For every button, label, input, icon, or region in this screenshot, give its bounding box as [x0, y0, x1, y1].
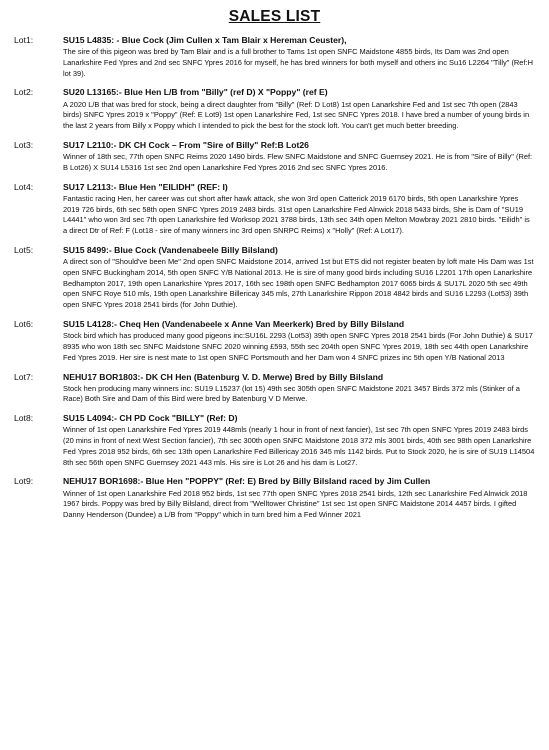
lot-heading: SU15 L4835: - Blue Cock (Jim Cullen x Tam Blair x Hereman Ceuster), [63, 35, 347, 45]
lot-3 [14, 140, 535, 174]
lot-body [63, 413, 535, 468]
lot-4 [14, 182, 535, 237]
lot-heading: NEHU17 BOR1803:- DK CH Hen (Batenburg V. D. Merwe) Bred by Billy Bilsland [63, 371, 384, 382]
lot-description: Fantastic racing Hen, her career was cut short after hawk attack, she won 3rd open Catterick 2019 6170 birds, 5th open Lanarkshire Ypres 2019 726 birds, 6th sec 58th open SNFC Ypres 2019 2483 birds. 31st open Lanarkshire Fed Alnwick 2018 5433 birds, She is Dam of "SU19 L4441" who won 3rd sec 7th open Lanarkshire fed Worksop 2021 3788 birds, 13th sec 34th open Melton Mowbray 2021 2810 birds. "Eilidh" is a direct Dtr of Ref: F (Lot18 - sire of many winners inc 3rd open SNRPC Reims) x "Holly" (Ref: A Lot17). [63, 193, 530, 236]
lot-heading: SU20 L13165:- Blue Hen L/B from "Billy" (ref D) X "Poppy" (ref E) [63, 87, 328, 98]
lot-1 [14, 35, 535, 79]
lot-7 [14, 372, 535, 406]
lot-body [63, 245, 535, 311]
lot-label: Lot6: [14, 319, 34, 330]
lot-label: Lot8: [14, 413, 34, 424]
lot-heading: SU17 L2113:- Blue Hen "EILIDH" (REF: I) [63, 181, 228, 192]
lot-label: Lot5: [14, 244, 34, 255]
lot-description: Winner of 1st open Lanarkshire Fed 2018 952 birds, 1st sec 77th open SNFC Ypres 2018 2541 birds, 12th sec Lanarkshire Fed Alnwick 2018 1967 birds. Poppy was bred by Billy Bilsland, direct from "Welltower Christine" 1st sec 1st open SNFC Maidstone 2014 4457 birds. I gifted Danny Henderson (Dundee) a L/B from "Poppy" which in turn bred him a Fed Winner 2021 [63, 488, 528, 520]
lot-5 [14, 245, 535, 311]
lot-label: Lot1: [14, 35, 34, 45]
lot-2 [14, 87, 535, 131]
lot-9 [14, 476, 535, 520]
lot-heading: NEHU17 BOR1698:- Blue Hen "POPPY" (Ref: E) Bred by Billy Bilsland raced by Jim Cullen [63, 476, 431, 487]
lot-label: Lot2: [14, 87, 34, 98]
lot-description: A direct son of "Should've been Me" 2nd open SNFC Maidstone 2014, arrived 1st but ETS did not register beaten by loft mate His Dam was 1st open SNFC Buckingham 2014, 5th open SNFC Y/B National 2013. He is sire of many good birds including SU16 L2201 17th open Lanarkshire Bedhampton 2017, 19th open Lanarkshire Ypres 2017, 16th sec 198th open SNFC Bedhampton 2017 6065 birds & SU17L 2020 5th sec 49th open SNFC Roye 510 mls, 19th open Lanarkshire Billericay 345 mls, 27th Lanarkshire Rippon 2018 4842 birds and SU16 L2293 (Lot53) 39th open SNFC Ypres 2018 2541 birds (for John Duthie). [63, 257, 534, 310]
lot-body [63, 476, 535, 520]
lot-heading: SU15 8499:- Blue Cock (Vandenabeele Billy Bilsland) [63, 244, 278, 255]
lot-description: Winner of 18th sec, 77th open SNFC Reims 2020 1490 birds. Flew SNFC Maidstone and SNFC Guernsey 2021. He is from "Sire of Billy" (Ref: B Lot26) X SU14 L5316 1st sec 2nd open Lanarkshire Fed Ypres 2016 2nd sec SNFC Ypres 2016. [63, 152, 533, 172]
lot-body [63, 140, 535, 174]
lot-description: The sire of this pigeon was bred by Tam Blair and is a full brother to Tams 1st open SNFC Maidstone 4855 birds, Its Dam was 2nd open Lanarkshire Fed Ypres and 2nd sec SNFC Ypres 2016 for myself, he has bred winners for both myself and others inc Su16 L2264 "Tilly" (Ref:H lot 39). [63, 47, 533, 78]
lot-label: Lot7: [14, 371, 34, 382]
lot-6 [14, 319, 535, 363]
lot-body [63, 319, 535, 363]
lot-label: Lot9: [14, 476, 34, 487]
lot-heading: SU15 L4128:- Cheq Hen (Vandenabeele x Anne Van Meerkerk) Bred by Billy Bilsland [63, 319, 405, 330]
lot-body [63, 35, 535, 79]
lot-body [63, 372, 535, 406]
lot-8 [14, 413, 535, 468]
lot-description: A 2020 L/B that was bred for stock, being a direct daughter from "Billy" (Ref: D Lot8) 1st open Lanarkshire Fed and 1st sec 7th open (2843 birds) SNFC Ypres 2019 x "Poppy" (Ref: E Lot9) 1st open Lanarkshire Fed, 1st sec SNFC Ypres 2018. I have bred a number of young birds in the last 2 years from Billy x Poppy which I intended to pick the best for the stock loft. You can't get much better breeding. [63, 99, 530, 131]
lot-label: Lot4: [14, 181, 34, 192]
lot-description: Winner of 1st open Lanarkshire Fed Ypres 2019 448mls (nearly 1 hour in front of next fancier), 1st sec 7th open SNFC Ypres 2019 2483 birds (20 mins in front of next West Section fancier), 7th sec 300th open SNFC Maidstone 2018 372 mls 3001 birds, 40th sec 98th open Lanarkshire Fed Ypres 2018 952 birds, 6th sec 13th open Lanarkshire Fed Billericay 2016 345 mls 1142 birds. Put to Stock 2020, he is sire of SU19 L14504 8th sec 56th open SNFC Guernsey 2021 443 mls. His sire is Lot 26 and his dam is Lot27. [63, 425, 535, 467]
lot-label: Lot3: [14, 139, 34, 150]
lot-body [63, 87, 535, 131]
lot-heading: SU15 L4094:- CH PD Cock "BILLY" (Ref: D) [63, 413, 238, 424]
lot-heading: SU17 L2110:- DK CH Cock – From "Sire of Billy" Ref:B Lot26 [63, 139, 309, 150]
lot-description: Stock hen producing many winners inc: SU19 L15237 (lot 15) 49th sec 305th open SNFC Maidstone 2021 3457 Birds 372 mls (Stinker of a Race) Both Sire and Dam of this Bird were bred by Batenburg V D Merwe. [63, 383, 520, 404]
lot-description: Stock bird which has produced many good pigeons inc:SU16L 2293 (Lot53) 39th open SNFC Ypres 2018 2541 birds (For John Duthie) & SU17 8935 who won 18th sec SNFC Maidstone SNFC 2020 winning £593, 55th sec 204th open SNFC Ypres 2019, 18th sec 44th open Lanarkshire Fed Ypres 2019. Her sire is nest mate to 1st open SNFC Portsmouth and her Dam won 4 SNFC prizes inc 5th open Y/B National 2013 [63, 331, 533, 362]
page-title: SALES LIST [228, 8, 321, 25]
lot-body [63, 182, 535, 237]
